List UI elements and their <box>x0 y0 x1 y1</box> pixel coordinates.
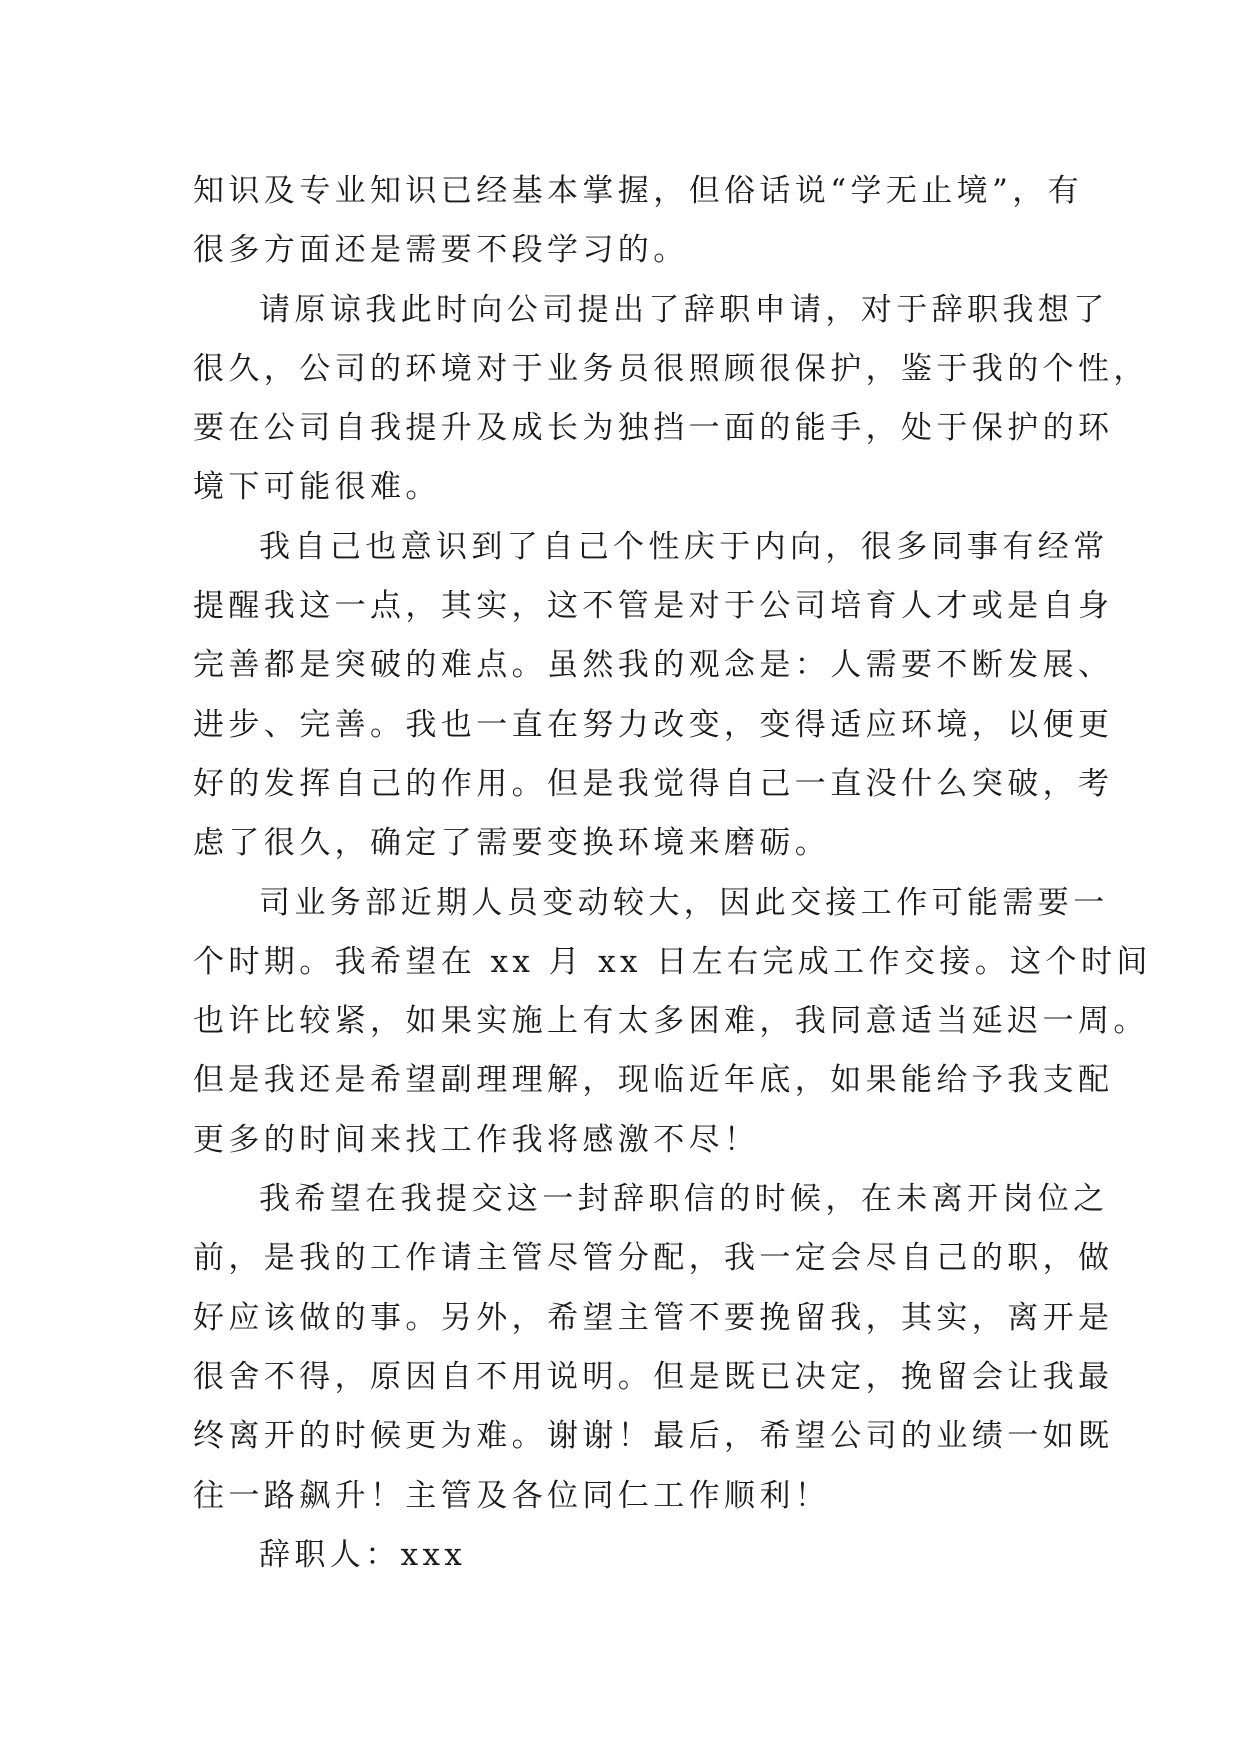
text-line: 好应该做的事。另外，希望主管不要挽留我，其实，离开是 <box>193 1299 1114 1336</box>
letter-body <box>193 162 1152 1585</box>
text-line: 但是我还是希望副理理解，现临近年底，如果能给予我支配 <box>193 1062 1114 1099</box>
text-line: 好的发挥自己的作用。但是我觉得自己一直没什么突破，考 <box>193 765 1114 802</box>
text-line: 也许比较紧，如果实施上有太多困难，我同意适当延迟一周。 <box>193 1003 1149 1040</box>
text-line: 往一路飙升！主管及各位同仁工作顺利！ <box>193 1477 831 1514</box>
text-line: 个时期。我希望在 xx 月 xx 日左右完成工作交接。这个时间 <box>193 943 1152 980</box>
paragraph-start-line: 请原谅我此时向公司提出了辞职申请，对于辞职我想了 <box>259 291 1109 328</box>
text-line: 终离开的时候更为难。谢谢！最后，希望公司的业绩一如既 <box>193 1418 1114 1455</box>
text-line: 很多方面还是需要不段学习的。 <box>193 232 689 269</box>
text-line: 进步、完善。我也一直在努力改变，变得适应环境，以便更 <box>193 706 1114 743</box>
text-line: 要在公司自我提升及成长为独挡一面的能手，处于保护的环 <box>193 410 1114 447</box>
text-line: 很舍不得，原因自不用说明。但是既已决定，挽留会让我最 <box>193 1358 1114 1395</box>
text-line: 知识及专业知识已经基本掌握，但俗话说“学无止境”，有 <box>193 173 1084 209</box>
text-line: 虑了很久，确定了需要变换环境来磨砺。 <box>193 825 831 862</box>
paragraph-start-line: 司业务部近期人员变动较大，因此交接工作可能需要一 <box>259 884 1109 921</box>
paragraph-start-line: 我自己也意识到了自己个性庆于内向，很多同事有经常 <box>259 528 1109 565</box>
text-line: 很久，公司的环境对于业务员很照顾很保护，鉴于我的个性， <box>193 350 1149 387</box>
text-line: 前，是我的工作请主管尽管分配，我一定会尽自己的职，做 <box>193 1240 1114 1277</box>
text-line: 完善都是突破的难点。虽然我的观念是：人需要不断发展、 <box>193 647 1114 684</box>
text-line: 境下可能很难。 <box>193 469 441 506</box>
signature-line: 辞职人：xxx <box>259 1536 467 1573</box>
text-line: 更多的时间来找工作我将感激不尽！ <box>193 1121 760 1158</box>
text-line: 提醒我这一点，其实，这不管是对于公司培育人才或是自身 <box>193 588 1114 625</box>
paragraph-start-line: 我希望在我提交这一封辞职信的时候，在未离开岗位之 <box>259 1181 1109 1218</box>
